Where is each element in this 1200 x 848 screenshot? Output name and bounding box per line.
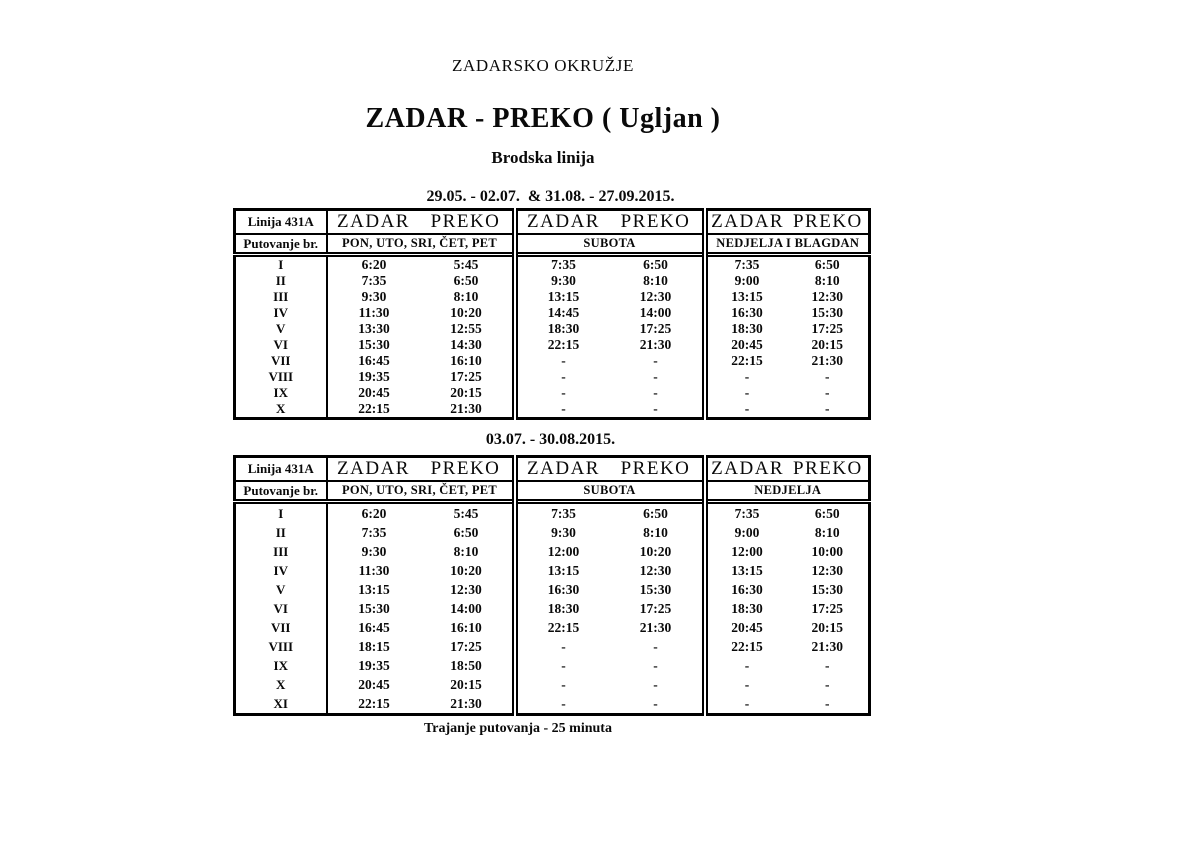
day-group-saturday: SUBOTA xyxy=(515,234,705,255)
time-cell: 19:35 xyxy=(358,657,390,673)
from-station-label: ZADAR xyxy=(527,211,600,232)
time-cell: 6:50 xyxy=(453,524,479,540)
trip-number: VI xyxy=(235,599,327,618)
trip-number: V xyxy=(235,580,327,599)
time-cell: 14:45 xyxy=(515,305,610,321)
time-cell: - xyxy=(653,676,658,692)
time-cell: 14:00 xyxy=(639,305,672,320)
time-cell: - xyxy=(653,385,658,400)
trip-number: I xyxy=(235,502,327,524)
time-cell: - xyxy=(825,695,830,711)
timetable-season-2 xyxy=(233,455,871,716)
time-cell: 6:50 xyxy=(643,257,668,272)
time-cell: 15:30 xyxy=(811,305,843,320)
time-cell: 10:20 xyxy=(450,305,482,320)
trip-number: IV xyxy=(235,305,327,321)
time-cell: 7:35 xyxy=(705,502,787,524)
timetable-row xyxy=(235,289,870,305)
time-cell: - xyxy=(825,369,830,384)
from-station-label: ZADAR xyxy=(337,458,410,479)
time-cell: - xyxy=(705,694,787,715)
time-cell: 6:20 xyxy=(361,257,387,272)
time-cell: - xyxy=(825,385,830,400)
from-station-label: ZADAR xyxy=(337,211,410,232)
time-cell: 8:10 xyxy=(643,273,668,288)
stations-header-saturday xyxy=(515,457,705,482)
timetable-row xyxy=(235,401,870,419)
time-cell: 20:45 xyxy=(705,337,787,353)
time-cell: - xyxy=(705,385,787,401)
time-cell: - xyxy=(653,401,658,416)
timetable-row xyxy=(235,637,870,656)
time-cell: - xyxy=(653,353,658,368)
timetable-row xyxy=(235,618,870,637)
trip-number-label: Putovanje br. xyxy=(235,481,327,502)
time-cell: 18:30 xyxy=(515,321,610,337)
time-cell: 8:10 xyxy=(453,543,479,559)
time-cell: 18:30 xyxy=(705,321,787,337)
to-station-label: PREKO xyxy=(792,458,863,479)
time-cell: 13:15 xyxy=(515,561,610,580)
time-cell: 12:30 xyxy=(450,581,482,597)
time-cell: 21:30 xyxy=(450,695,482,711)
time-cell: - xyxy=(515,369,610,385)
day-group-sunday-holiday: NEDJELJA I BLAGDAN xyxy=(705,234,870,255)
time-cell: 21:30 xyxy=(811,638,843,654)
period-heading-season-2: 03.07. - 30.08.2015. xyxy=(485,431,616,448)
time-cell: - xyxy=(825,657,830,673)
time-cell: - xyxy=(825,401,830,416)
time-cell: 15:30 xyxy=(358,600,390,616)
time-cell: 17:25 xyxy=(450,638,482,654)
time-cell: 22:15 xyxy=(515,337,610,353)
time-cell: 6:20 xyxy=(361,505,387,521)
time-cell: 7:35 xyxy=(361,273,387,288)
time-cell: 17:25 xyxy=(639,600,672,616)
time-cell: 16:45 xyxy=(358,353,390,368)
trip-number: III xyxy=(235,289,327,305)
time-cell: 20:45 xyxy=(358,676,390,692)
time-cell: 21:30 xyxy=(639,337,672,352)
time-cell: 9:30 xyxy=(515,273,610,289)
time-cell: 13:15 xyxy=(705,561,787,580)
time-cell: 20:45 xyxy=(358,385,390,400)
time-cell: - xyxy=(705,675,787,694)
time-cell: 8:10 xyxy=(643,524,668,540)
time-cell: 11:30 xyxy=(358,562,390,578)
timetable-season-1 xyxy=(233,208,871,420)
time-cell: 20:45 xyxy=(705,618,787,637)
time-cell: - xyxy=(825,676,830,692)
timetable-row xyxy=(235,561,870,580)
time-cell: 11:30 xyxy=(358,305,390,320)
to-station-label: PREKO xyxy=(430,458,501,479)
time-cell: 10:00 xyxy=(811,543,843,559)
time-cell: 17:25 xyxy=(811,321,843,336)
timetable-row xyxy=(235,305,870,321)
time-cell: 22:15 xyxy=(358,401,390,416)
time-cell: 9:00 xyxy=(705,523,787,542)
to-station-label: PREKO xyxy=(792,211,863,232)
trip-number: IX xyxy=(235,385,327,401)
time-cell: - xyxy=(705,656,787,675)
time-cell: 16:30 xyxy=(705,305,787,321)
time-cell: 6:50 xyxy=(643,505,668,521)
time-cell: 16:45 xyxy=(358,619,390,635)
trip-number: VII xyxy=(235,618,327,637)
time-cell: - xyxy=(515,694,610,715)
day-groups-header-row xyxy=(235,234,870,255)
timetable-body-season-1 xyxy=(235,255,870,419)
time-cell: 7:35 xyxy=(515,255,610,274)
time-cell: - xyxy=(653,695,658,711)
time-cell: - xyxy=(653,369,658,384)
timetable-row xyxy=(235,337,870,353)
time-cell: 22:15 xyxy=(705,353,787,369)
time-cell: 7:35 xyxy=(515,502,610,524)
time-cell: - xyxy=(515,401,610,419)
trip-number: II xyxy=(235,273,327,289)
time-cell: 8:10 xyxy=(453,289,479,304)
time-cell: 12:00 xyxy=(705,542,787,561)
day-groups-header-row xyxy=(235,481,870,502)
time-cell: 19:35 xyxy=(358,369,390,384)
time-cell: 5:45 xyxy=(453,505,479,521)
time-cell: 6:50 xyxy=(453,273,479,288)
stations-header-row xyxy=(235,457,870,482)
to-station-label: PREKO xyxy=(430,211,501,232)
timetable-row xyxy=(235,694,870,715)
time-cell: 13:15 xyxy=(705,289,787,305)
line-number-label: Linija 431A xyxy=(235,457,327,482)
time-cell: 21:30 xyxy=(639,619,672,635)
time-cell: 17:25 xyxy=(450,369,482,384)
timetable-row xyxy=(235,656,870,675)
time-cell: 8:10 xyxy=(814,273,840,288)
time-cell: 7:35 xyxy=(705,255,787,274)
time-cell: 16:10 xyxy=(450,353,482,368)
time-cell: 18:30 xyxy=(515,599,610,618)
time-cell: - xyxy=(515,675,610,694)
time-cell: 18:15 xyxy=(358,638,390,654)
day-group-weekdays: PON, UTO, SRI, ČET, PET xyxy=(327,481,515,502)
day-group-saturday: SUBOTA xyxy=(515,481,705,502)
time-cell: 15:30 xyxy=(639,581,672,597)
stations-header-row xyxy=(235,210,870,235)
trip-number: VII xyxy=(235,353,327,369)
time-cell: 9:30 xyxy=(361,543,387,559)
time-cell: 21:30 xyxy=(811,353,843,368)
stations-header-weekdays xyxy=(327,210,515,235)
trip-number: II xyxy=(235,523,327,542)
time-cell: 9:30 xyxy=(361,289,387,304)
time-cell: 5:45 xyxy=(453,257,479,272)
trip-number: I xyxy=(235,255,327,274)
timetable-row xyxy=(235,385,870,401)
page-title: ZADAR - PREKO ( Ugljan ) xyxy=(365,103,721,134)
line-number-label: Linija 431A xyxy=(235,210,327,235)
trip-number: X xyxy=(235,675,327,694)
region-title: ZADARSKO OKRUŽJE xyxy=(452,56,634,75)
time-cell: 18:50 xyxy=(450,657,482,673)
time-cell: 20:15 xyxy=(811,619,843,635)
time-cell: 13:30 xyxy=(358,321,390,336)
trip-number: VIII xyxy=(235,369,327,385)
timetable-row xyxy=(235,321,870,337)
timetable-row xyxy=(235,542,870,561)
timetable-row xyxy=(235,502,870,524)
period-heading-season-1: 29.05. - 02.07. & 31.08. - 27.09.2015. xyxy=(426,188,675,205)
time-cell: 12:30 xyxy=(639,289,672,304)
time-cell: 15:30 xyxy=(811,581,843,597)
time-cell: 12:30 xyxy=(811,289,843,304)
day-group-weekdays: PON, UTO, SRI, ČET, PET xyxy=(327,234,515,255)
time-cell: 10:20 xyxy=(450,562,482,578)
time-cell: 15:30 xyxy=(358,337,390,352)
trip-number: XI xyxy=(235,694,327,715)
to-station-label: PREKO xyxy=(620,211,691,232)
day-group-sunday: NEDJELJA xyxy=(705,481,870,502)
trip-number: VIII xyxy=(235,637,327,656)
timetable-row xyxy=(235,599,870,618)
time-cell: 10:20 xyxy=(639,543,672,559)
time-cell: 22:15 xyxy=(358,695,390,711)
trip-number: X xyxy=(235,401,327,419)
stations-header-saturday xyxy=(515,210,705,235)
time-cell: - xyxy=(653,657,658,673)
stations-header-weekdays xyxy=(327,457,515,482)
time-cell: 17:25 xyxy=(811,600,843,616)
timetable-row xyxy=(235,369,870,385)
time-cell: 21:30 xyxy=(450,401,482,416)
timetable-row xyxy=(235,273,870,289)
time-cell: 16:30 xyxy=(515,580,610,599)
stations-header-sunday xyxy=(705,210,870,235)
trip-number: IV xyxy=(235,561,327,580)
time-cell: 20:15 xyxy=(450,385,482,400)
trip-number-label: Putovanje br. xyxy=(235,234,327,255)
time-cell: - xyxy=(515,385,610,401)
duration-note: Trajanje putovanja - 25 minuta xyxy=(424,721,612,736)
time-cell: 16:10 xyxy=(450,619,482,635)
timetable-row xyxy=(235,255,870,274)
timetable-body-season-2 xyxy=(235,502,870,715)
timetable-row xyxy=(235,675,870,694)
time-cell: 6:50 xyxy=(814,505,840,521)
time-cell: 12:30 xyxy=(639,562,672,578)
time-cell: - xyxy=(705,369,787,385)
time-cell: - xyxy=(515,656,610,675)
trip-number: V xyxy=(235,321,327,337)
timetable-row xyxy=(235,353,870,369)
time-cell: 16:30 xyxy=(705,580,787,599)
timetable-row xyxy=(235,523,870,542)
time-cell: - xyxy=(515,637,610,656)
from-station-label: ZADAR xyxy=(527,458,600,479)
time-cell: - xyxy=(705,401,787,419)
time-cell: 13:15 xyxy=(515,289,610,305)
time-cell: 22:15 xyxy=(515,618,610,637)
timetable-row xyxy=(235,580,870,599)
time-cell: 7:35 xyxy=(361,524,387,540)
stations-header-sunday xyxy=(705,457,870,482)
trip-number: III xyxy=(235,542,327,561)
subtitle-line-type: Brodska linija xyxy=(491,148,595,167)
time-cell: 6:50 xyxy=(814,257,840,272)
time-cell: 13:15 xyxy=(358,581,390,597)
time-cell: 12:30 xyxy=(811,562,843,578)
from-station-label: ZADAR xyxy=(711,211,785,232)
time-cell: 14:00 xyxy=(450,600,482,616)
trip-number: IX xyxy=(235,656,327,675)
time-cell: 17:25 xyxy=(639,321,672,336)
time-cell: 9:30 xyxy=(515,523,610,542)
time-cell: 18:30 xyxy=(705,599,787,618)
trip-number: VI xyxy=(235,337,327,353)
time-cell: 12:00 xyxy=(515,542,610,561)
time-cell: 20:15 xyxy=(450,676,482,692)
time-cell: - xyxy=(653,638,658,654)
time-cell: 14:30 xyxy=(450,337,482,352)
time-cell: - xyxy=(515,353,610,369)
time-cell: 22:15 xyxy=(705,637,787,656)
time-cell: 9:00 xyxy=(705,273,787,289)
from-station-label: ZADAR xyxy=(711,458,785,479)
time-cell: 8:10 xyxy=(814,524,840,540)
time-cell: 20:15 xyxy=(811,337,843,352)
to-station-label: PREKO xyxy=(620,458,691,479)
time-cell: 12:55 xyxy=(450,321,482,336)
